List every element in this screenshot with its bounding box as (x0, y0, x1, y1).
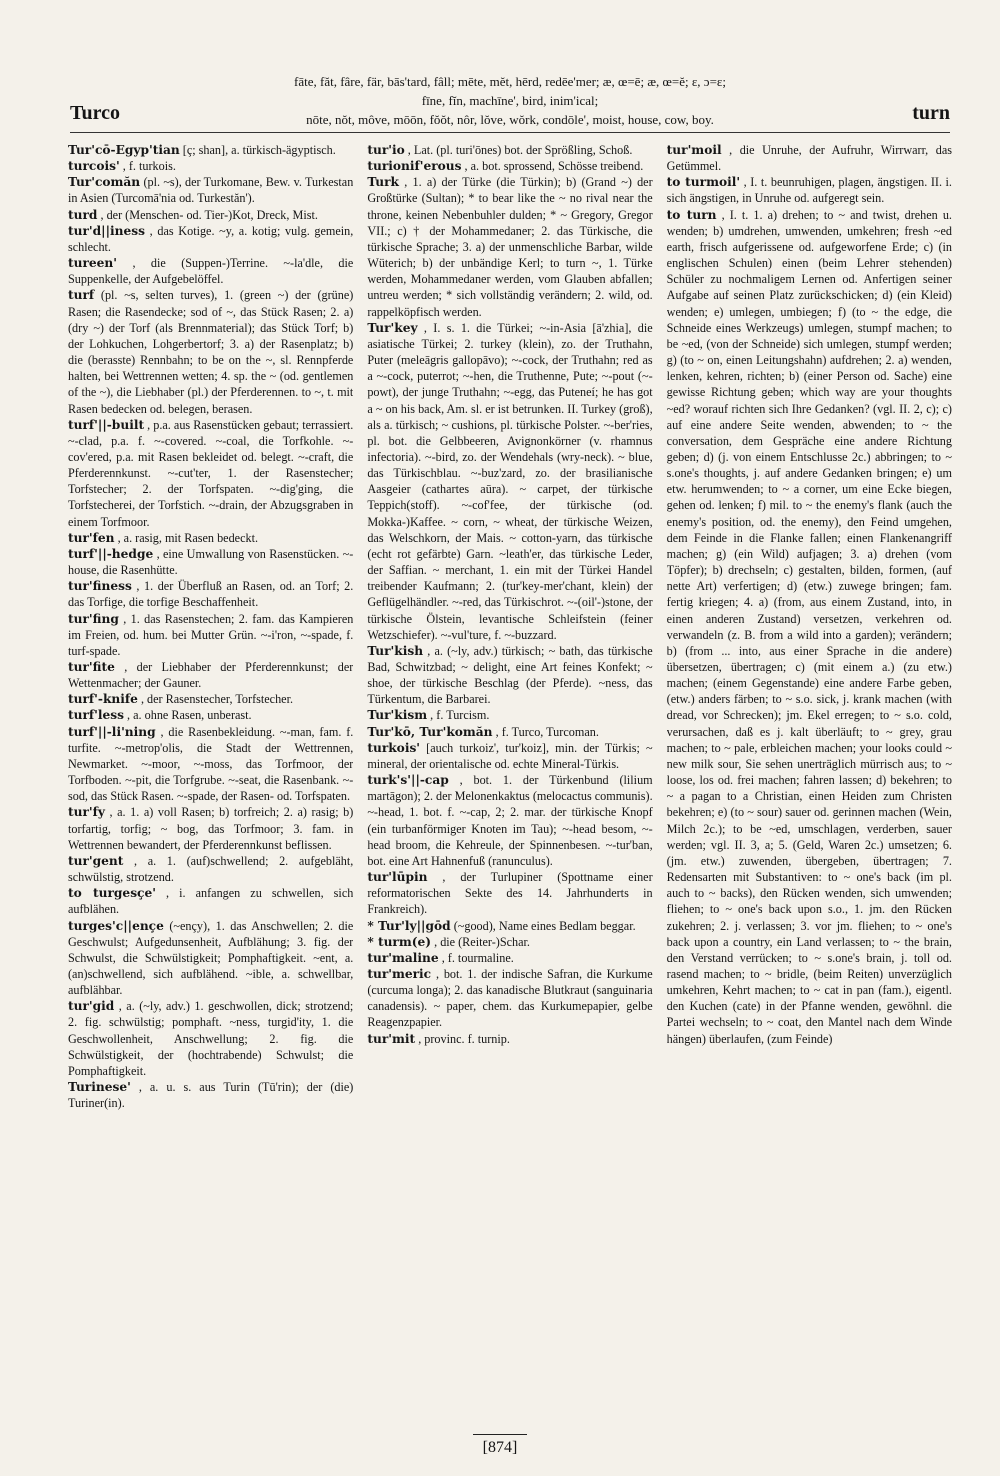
entry-headword: Turk (367, 175, 400, 190)
entry-headword: Tur'kō, Tur'komăn (367, 724, 493, 739)
entry-definition: , I. t. beunruhigen, plagen, ängstigen. II. i. sich ängstigen, in Unruhe od. aufgeregt sein. (666, 175, 952, 206)
entry-headword: turd (68, 207, 98, 222)
entry-headword: turf'||-built (68, 417, 145, 432)
entry-definition: , a. 1. a) voll Rasen; b) torfreich; 2. a) rasig; b) torfartig, torfig; ~ bog, das Torfmoor; 3. fam. in Wettrennen bewandert, der Pferderennkunst beflissen. (68, 805, 354, 852)
entry-headword: to turn (666, 207, 717, 222)
entry-headword: to turgesçe' (68, 886, 156, 901)
dictionary-entry (367, 142, 652, 158)
entry-definition: [auch turkoiz', tur'koiz], min. der Türkis; ~ mineral, der orientalische od. echte Mineral-Türkis. (367, 740, 653, 771)
entry-headword: tur'gent (68, 853, 124, 868)
entry-definition: , die (Suppen-)Terrine. ~-la'dle, die Suppenkelle, der Aufgebelöffel. (68, 256, 354, 287)
entry-definition: (~ençy), 1. das Anschwellen; 2. die Geschwulst; Aufgedunsenheit, Aufblähung; 3. fig. der Schwulst, die Schwülstigkeit; Pomphaftigkeit. ~ent, a. (an)schwellend, sich aufblähend. ~ible, a. schwellbar, aufblähbar. (68, 918, 354, 998)
dictionary-entry (367, 707, 652, 723)
column-middle (367, 142, 652, 1432)
entry-headword: Tur'key (367, 320, 418, 335)
entry-definition: , a. (~ly, adv.) 1. geschwollen, dick; strotzend; 2. fig. schwülstig; pomphaft. ~ness, turgid'ity, 1. die Geschwollenheit, Anschwellung; 2. fig. die Schwülstigkeit, der (hochtrabende) Schwulst; die Pomphaftigkeit. (68, 999, 354, 1078)
entry-definition: , der Turlupiner (Spottname einer reformatorischen Sekte des 14. Jahrhunderts in Frankreich). (367, 870, 653, 917)
dictionary-entry (68, 142, 353, 158)
dictionary-entry (68, 255, 353, 287)
entry-headword: Tur'kism (367, 708, 428, 723)
pronunciation-key (220, 72, 800, 129)
entry-headword: to turmoil' (666, 175, 741, 190)
dictionary-entry (68, 207, 353, 223)
column-left (68, 142, 353, 1432)
dictionary-entry (68, 1079, 353, 1111)
dictionary-entry (367, 772, 652, 869)
entry-definition: , bot. 1. der indische Safran, die Kurkume (curcuma longa); 2. das kanadische Blutkraut (sanguinaria canadensis). ~ paper, chem. das Kurkumepapier, gelbe Reagenzpapier. (367, 966, 653, 1030)
entry-definition: , a. ohne Rasen, unberast. (124, 708, 252, 723)
entry-definition: [ç; shan], a. türkisch-ägyptisch. (179, 143, 336, 157)
pronunciation-key-line: fāte, făt, fâre, fär, bās'tard, fâll; mēte, mĕt, hērd, redēe'mer; æ, œ=ē; æ, œ=ĕ; ɛ, ɔ=ɛ; (294, 74, 726, 89)
entry-headword: tur'fen (68, 530, 115, 545)
page-header (70, 68, 950, 132)
entry-definition: , f. turkois. (119, 159, 176, 174)
entry-definition: , die (Reiter-)Schar. (431, 934, 530, 949)
entry-definition: , i. anfangen zu schwellen, sich aufblähen. (68, 886, 354, 917)
entry-definition: , bot. 1. der Türkenbund (lilium martāgon); 2. der Melonenkaktus (melocactus communis). ~-head, 1. bot. f. ~-cap, 2; 2. mar. der türkische Knopf (ein turbanförmiger Knoten im Tau); ~-head besom, ~-head broom, die Kehreule, der Spinnenbesen. ~-tur'ban, bot. eine Art Hahnenfuß (ranunculus). (367, 773, 653, 868)
entry-headword: tur'mit (367, 1031, 416, 1046)
dictionary-entry (367, 1031, 652, 1047)
entry-definition: , a. (~ly, adv.) türkisch; ~ bath, das türkische Bad, Schwitzbad; ~ delight, eine Art feines Konfekt; ~ shoe, der türkische Beschlag (der Pferde). ~ness, das Türkentum, die Barbarei. (367, 643, 653, 707)
entry-definition: , 1. das Rasenstechen; 2. fam. das Kampieren im Freien, od. hum. bei Mutter Grün. ~-i'ron, ~-spade, f. turf-spade. (68, 611, 354, 658)
dictionary-entry (367, 966, 652, 1031)
dictionary-entry (367, 934, 652, 950)
entry-definition: (pl. ~s, selten turves), 1. (green ~) der (grüne) Rasen; die Rasendecke; sod of ~, das Stück Rasen; 2. a) (dry ~) der Torf (als Brennmaterial); das Stück Torf; b) der Lohkuchen, Lohgerbertorf; 3. a) der Rasenplatz; b) die (berasste) Rennbahn; to be on the ~, sl. Rennpferde halten, bei Wettrennen wetten; 4. sp. the ~ (od. gentlemen of the ~), die Liebhaber (pl.) der Pferderennen. to ~, t. mit Rasen bedecken od. belegen, berasen. (68, 288, 354, 416)
dictionary-entry (367, 869, 652, 917)
entry-headword: Turinese' (68, 1080, 131, 1095)
entry-definition: , f. Turcism. (427, 708, 490, 723)
pronunciation-key-line: nōte, nŏt, môve, mōōn, fŏŏt, nôr, lŏve, wŏrk, condōle', moist, house, cow, boy. (306, 112, 714, 127)
entry-definition: , provinc. f. turnip. (415, 1031, 510, 1046)
entry-definition: , 1. der Überfluß an Rasen, od. an Torf; 2. das Torfige, die torfige Beschaffenheit. (68, 579, 354, 610)
dictionary-entry (68, 691, 353, 707)
entry-headword: turges'c||ençe (68, 918, 164, 933)
dictionary-entry (367, 740, 652, 772)
entry-headword: tur'gid (68, 999, 115, 1014)
entry-definition: , der Liebhaber der Pferderennkunst; der Wettenmacher; der Gauner. (68, 660, 354, 691)
entry-definition: , f. Turco, Turcoman. (492, 724, 599, 739)
dictionary-entry (68, 530, 353, 546)
entry-headword: tur'meric (367, 966, 432, 981)
pronunciation-key-line: fīne, fĭn, machīne', bird, inim'ical; (421, 93, 599, 108)
dictionary-entry (68, 998, 353, 1079)
entry-headword: tur'finess (68, 579, 132, 594)
entry-headword: turf (68, 288, 95, 303)
text-columns (68, 142, 952, 1432)
entry-headword: * Tur'ly||gōd (367, 918, 451, 933)
entry-definition: , a. u. s. aus Turin (Tū'rin); der (die) Turiner(in). (68, 1080, 354, 1111)
entry-headword: tur'moil (666, 143, 722, 157)
dictionary-entry (68, 724, 353, 805)
dictionary-entry (68, 659, 353, 691)
column-right (667, 142, 952, 1432)
dictionary-entry (667, 142, 952, 174)
entry-headword: tur'fite (68, 660, 115, 674)
entry-definition: , I. s. 1. die Türkei; ~-in-Asia [ā'zhia], die asiatische Türkei; 2. turkey (klein), zo. der Truthahn, Puter (meleāgris gallopāvo); ~-cock, der Truthahn; red as a ~-cock, puterrot; ~-hen, die Truthenne, Pute; ~-pout (~-powt), der junge Truthahn; ~-egg, das Puteneí; he has got a ~ on his back, Am. sl. er ist betrunken. II. Turkey (groß), als a. türkisch; ~ cushions, pl. türkische Polster. ~-ber'ries, pl. bot. die Gelbbeeren, Avignonkörner (v. rhamnus infectoria). ~-bird, zo. der Wendehals (wry-neck). ~ blue, das Türkischblau. ~-buz'zard, zo. der brasilianische Aasgeier (cathartes aūra). ~ carpet, der türkische Teppich(stoff). ~-cof'fee, der türkische (od. Mokka-)Kaffee. ~ corn, ~ wheat, der türkische Weizen, das Welschkorn, der Mais. ~ cotton-yarn, das türkische (echt rot gefärbte) Garn. ~leath'er, das türkische Leder, der Saffian. ~ merchant, 1. ein mit der Türkei Handel treibender Kaufmann; 2. (tur'key-mer'chant, klein) der Geflügelhändler. ~-red, das Türkischrot. ~-(oil'-)stone, der türkische Ölstein, levantische Schleifstein (feiner Wetzschiefer). ~-vul'ture, f. ~-buzzard. (367, 320, 653, 642)
entry-definition: (~good), Name eines Bedlam beggar. (450, 918, 636, 933)
dictionary-entry (667, 207, 952, 1047)
entry-definition: , p.a. aus Rasenstücken gebaut; terrassiert. ~-clad, p.a. f. ~-covered. ~-coal, die Torfkohle. ~-cov'ered, p.a. mit Rasen bekleidet od. belegt. ~-craft, die Pferderennkunst. ~-cut'ter, 1. der Rasenstecher; Torfstecher; 2. der Torfspaten. ~-dig'ging, die Torfstecherei, der Torfstich. ~-drain, der Abzugsgraben in einem Torfmoor. (68, 417, 354, 529)
entry-headword: turf'||-hedge (68, 546, 154, 561)
entry-headword: Tur'cō-Egyp'tian (68, 143, 180, 157)
entry-headword: tur'maline (367, 950, 439, 965)
entry-definition: , 1. a) der Türke (die Türkin); b) (Grand ~) der Großtürke (Sultan); * to bear like the ~ no rival near the throne, keinen Nebenbuhler dulden; * ~ Gregory, Gregor VII.; c) † der Mohammedaner; 2. das Türkische, die türkische Sprache; 3. a) der unmenschliche Barbar, wilde Wüterich; b) der unbändige Kerl; to turn ~, 1. Türke werden, Mohammedaner werden, vom Glauben abfallen; untreu werden; * sich vollständig verändern; 2. wild, od. rappelköpfisch werden. (367, 175, 653, 319)
dictionary-entry (68, 417, 353, 530)
entry-headword: Tur'kish (367, 643, 424, 658)
entry-definition: , eine Umwallung von Rasenstücken. ~-house, die Rasenhütte. (68, 546, 354, 578)
dictionary-entry (68, 287, 353, 416)
entry-headword: tur'lūpin (367, 870, 428, 885)
dictionary-entry (68, 158, 353, 174)
entry-definition: , I. t. 1. a) drehen; to ~ and twist, drehen u. wenden; b) umdrehen, umwenden, umkehren; fresh ~ed earth, frisch aufgerissene od. aufgeworfene Erde; c) (in englischen Schulen) einen (beim Lehrer stehenden) Schüler zu nochmaligem Lernen od. Anfertigen seiner Aufgabe auf seinen Platz zurückschicken; d) (ein Kleid) wenden; e) umlegen, umbiegen; f) (to ~ the edge, die Schneide eines Werkzeugs) umlegen, stumpf machen; to be ~ed, (von der Schneide) sich umlegen, stumpf werden; g) (to ~ on, einen Leitungshahn) aufdrehen; 2. a) wenden, lenken, kehren, richten; b) (einer Person od. Sache) eine gewisse Richtung geben; which way are your thoughts ~ed? worauf richten sich Ihre Gedanken? (vgl. II. 2, c); c) auf eine andere Seite wenden, abwenden; to ~ the conversation, dem Gespräche eine andere Richtung geben; d) (j. von einem Entschlusse 2c.) abbringen; to ~ s.one's thoughts, j. auf andere Gedanken bringen; e) um etw. herumwenden; to ~ a corner, um eine Ecke biegen, gehen od. lenken; f) mil. to ~ the enemy's flank (auch the enemy's position, od. the enemy), den Feind umgehen, dem Feinde in die Flanke fallen; einen Flankenangriff machen; g) (ein Wild) aufjagen; 3. a) drehen (vom Töpfer); b) drechseln; c) gestalten, bilden, formen, (auf nette Art) verfertigen; d) (etw.) zuwege bringen; fam. fertig kriegen; 4. a) (from, aus einem Zustand, into, in einen anderen Zustand) versetzen, verkehren od. verwandeln (z. B. from a wild into a garden); verändern; b) (from ... into, aus einer Sprache in die andere) übersetzen, übertragen; c) (mit einem a.) (zu etw.) machen; (einem Gegenstande) eine andere Farbe geben, (etw.) anders färben; to ~ s.o. sick, j. krank machen (with dread, vor Schrecken); jm. Ekel erregen; to ~ s.o. cold, verursachen, daß es j. kalt überläuft; to ~ grey, grau machen; to ~ pale, erbleichen machen; your looks could ~ new milk sour, Sie sehen unerträglich mürrisch aus; to ~ loose, los od. frei machen; fahren lassen; d) bekehren; to ~ a pagan to a Christian, einen Heiden zum Christen bekehren; e) (to ~ sour) sauer od. gerinnen machen (Wein, Milch 2c.); to be ~ed, umschlagen, verderben, sauer werden; vgl. II. 3, a; 5. (Geld, Waren 2c.) umsetzen; 6. (jm. etw.) zuwenden, übergeben, übertragen; 7. Redensarten mit Substantiven: to ~ one's back (im pl. auch to ~ backs), den Rücken wenden, sich umwenden; fliehen; to ~ one's back upon s.o., 1. jm. den Rücken zukehren; 2. j. verlassen; 3. vor jm. fliehen; to ~ one's back upon a country, ein Land verlassen; to ~ the brain, den Verstand verrücken; to ~ s.one's brain, j. toll od. rasend machen; to ~ bridle, (beim Reiten) unverzüglich umkehren, Kehrt machen; to ~ cat in pan (fam.), eigentl. den Kuchen (cate) in der Pfanne wenden, gewöhnl. die Partei wechseln; to ~ coat, den Mantel nach dem Winde hängen) überlaufen, (zum Feinde) (666, 207, 952, 1046)
entry-headword: tur'io (367, 143, 405, 157)
entry-definition: , der (Menschen- od. Tier-)Kot, Dreck, Mist. (97, 207, 318, 222)
dictionary-entry (667, 174, 952, 206)
entry-definition: , f. tourmaline. (438, 950, 514, 965)
entry-headword: turf'less (68, 708, 124, 723)
entry-definition: , die Unruhe, der Aufruhr, Wirrwarr, das Getümmel. (666, 143, 952, 174)
dictionary-entry (68, 853, 353, 885)
entry-headword: turk's'||-cap (367, 773, 449, 788)
dictionary-entry (68, 707, 353, 723)
entry-headword: tur'd||iness (68, 223, 145, 238)
dictionary-entry (367, 158, 652, 174)
dictionary-entry (367, 918, 652, 934)
page-footer (0, 1434, 1000, 1457)
dictionary-entry (68, 223, 353, 255)
dictionary-entry (367, 320, 652, 643)
entry-headword: turf'-knife (68, 692, 138, 707)
dictionary-entry (68, 546, 353, 578)
entry-headword: tur'fy (68, 805, 105, 820)
dictionary-entry (68, 174, 353, 206)
entry-definition: (pl. ~s), der Turkomane, Bew. v. Turkestan in Asien (Turcomā'nia od. Turkestăn'). (68, 175, 354, 206)
dictionary-entry (367, 724, 652, 740)
entry-definition: , die Rasenbekleidung. ~-man, fam. f. turfite. ~-metrop'olis, die Stadt der Wettrennen, Newmarket. ~-moor, ~-moss, das Torfmoor, der Torfboden. ~-pit, die Torfgrube. ~-seat, die Rasenbank. ~-sod, das Stück Rasen. ~-spade, der Rasen- od. Torfspaten. (68, 724, 354, 804)
dictionary-entry (68, 611, 353, 659)
dictionary-entry (367, 174, 652, 319)
entry-headword: turionif'erous (367, 159, 462, 174)
running-head-left: Turco (70, 102, 121, 124)
entry-headword: * turm(e) (367, 934, 432, 949)
entry-headword: tureen' (68, 256, 118, 271)
entry-definition: , a. bot. sprossend, Schösse treibend. (461, 159, 644, 174)
dictionary-entry (68, 918, 353, 999)
entry-definition: , das Kotige. ~y, a. kotig; vulg. gemein, schlecht. (68, 223, 354, 254)
page-number: [874] (473, 1434, 528, 1457)
dictionary-entry (68, 885, 353, 917)
entry-definition: , der Rasenstecher, Torfstecher. (137, 692, 294, 707)
dictionary-entry (367, 950, 652, 966)
running-head-right: turn (912, 102, 950, 124)
dictionary-entry (68, 804, 353, 852)
entry-definition: , Lat. (pl. turi'ōnes) bot. der Sprößling, Schoß. (404, 143, 633, 157)
dictionary-entry (68, 578, 353, 610)
entry-headword: tur'fing (68, 611, 119, 626)
entry-headword: turf'||-li'ning (68, 724, 156, 739)
header-rule (70, 132, 950, 133)
entry-headword: turcois' (68, 159, 120, 174)
entry-headword: turkois' (367, 740, 421, 755)
entry-definition: , a. 1. (auf)schwellend; 2. aufgebläht, schwülstig, strotzend. (68, 853, 354, 885)
dictionary-entry (367, 643, 652, 708)
entry-headword: Tur'comăn (68, 175, 141, 190)
entry-definition: , a. rasig, mit Rasen bedeckt. (114, 530, 259, 545)
